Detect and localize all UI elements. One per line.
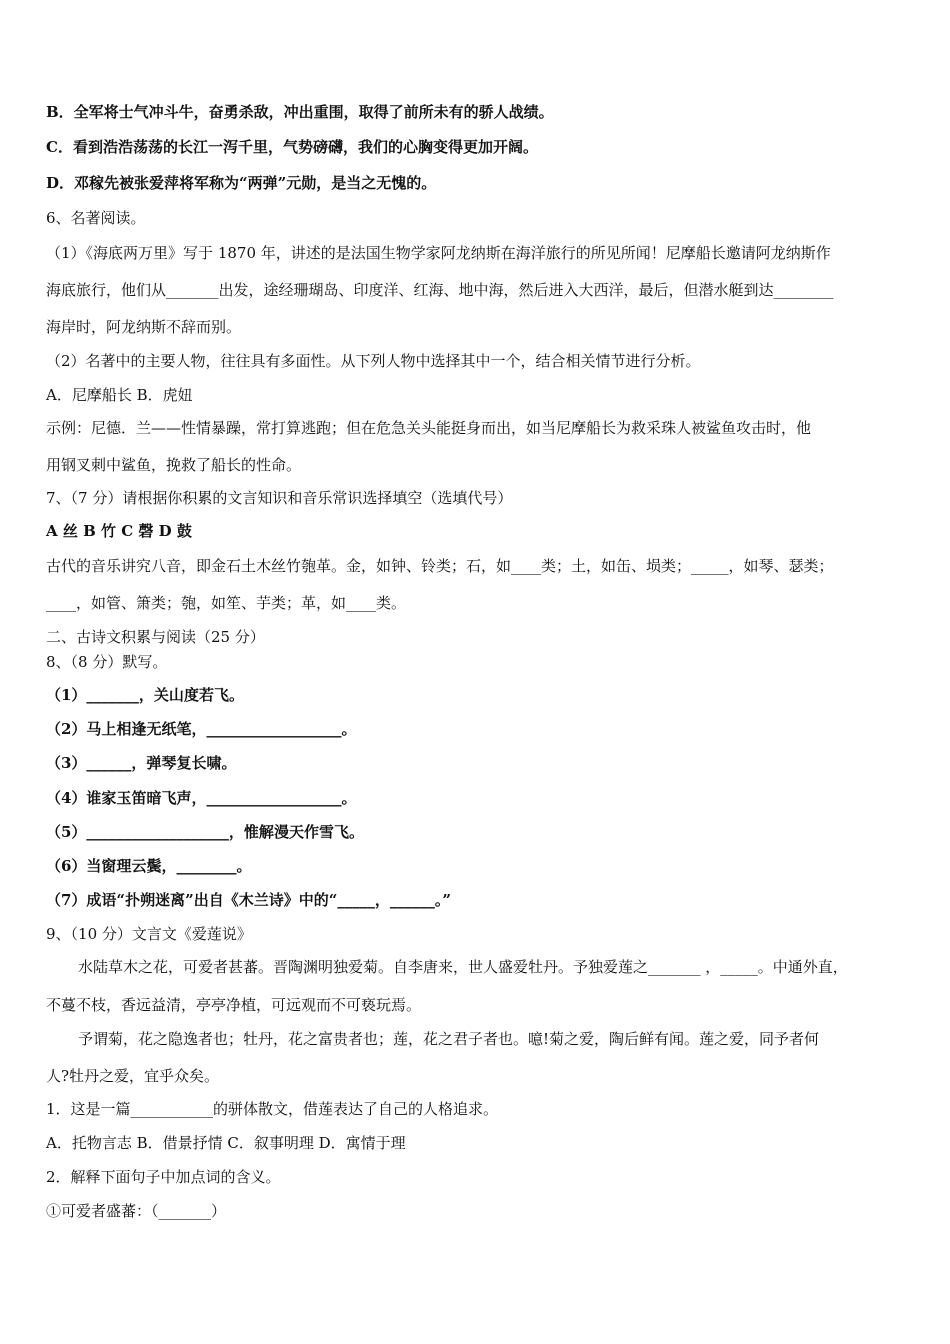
option-b: B．全军将士气冲斗牛，奋勇杀敌，冲出重围，取得了前所未有的骄人战绩。 xyxy=(46,103,554,121)
q9-sub1-choices: A．托物言志 B．借景抒情 C．叙事明理 D．寓情于理 xyxy=(46,1134,406,1152)
q6-part1-line1: （1）《海底两万里》写于 1870 年，讲述的是法国生物学家阿龙纳斯在海洋旅行的所见所闻！尼摩船长邀请阿龙纳斯作 xyxy=(46,244,831,262)
question-9-title: 9、（10 分）文言文《爱莲说》 xyxy=(46,925,252,943)
q6-example-line1: 示例：尼德．兰——性情暴躁，常打算逃跑；但在危急关头能挺身而出，如当尼摩船长为救采珠人被鲨鱼攻击时，他 xyxy=(46,419,812,437)
passage-para2-line1: 予谓菊，花之隐逸者也；牡丹，花之富贵者也；莲，花之君子者也。噫!菊之爱，陶后鲜有闻。莲之爱，同予者何 xyxy=(78,1030,820,1048)
q9-sub1: 1．这是一篇___________的骈体散文，借莲表达了自己的人格追求。 xyxy=(46,1100,499,1118)
q9-sub2-item1: ①可爱者盛蕃：（_______） xyxy=(46,1202,227,1220)
question-7-title: 7、（7 分）请根据你积累的文言知识和音乐常识选择填空（选填代号） xyxy=(46,489,513,507)
q6-part1-line2: 海底旅行，他们从_______出发，途经珊瑚岛、印度洋、红海、地中海，然后进入大西洋，最后，但潜水艇到达________ xyxy=(46,281,834,299)
passage-para1-line2: 不蔓不枝，香远益清，亭亭净植，可远观而不可亵玩焉。 xyxy=(46,996,422,1014)
q8-item5: （5）___________________，惟解漫天作雪飞。 xyxy=(46,823,364,841)
option-d: D．邓稼先被张爱萍将军称为“两弹”元勋，是当之无愧的。 xyxy=(46,174,437,192)
passage-para1-line1: 水陆草木之花，可爱者甚蕃。晋陶渊明独爱菊。自李唐来，世人盛爱牡丹。予独爱莲之_______ ，_____。中通外直， xyxy=(78,958,848,976)
q6-example-line2: 用钢叉刺中鲨鱼，挽救了船长的性命。 xyxy=(46,456,302,474)
q8-item7: （7）成语“扑朔迷离”出自《木兰诗》中的“_____，______。” xyxy=(46,891,451,909)
q6-part2: （2）名著中的主要人物，往往具有多面性。从下列人物中选择其中一个，结合相关情节进行分析。 xyxy=(46,352,701,370)
q7-options: A 丝 B 竹 C 磬 D 鼓 xyxy=(46,522,192,540)
q8-item4: （4）谁家玉笛暗飞声，__________________。 xyxy=(46,789,357,807)
section-2-heading: 二、古诗文积累与阅读（25 分） xyxy=(46,628,265,646)
passage-para2-line2: 人?牡丹之爱，宜乎众矣。 xyxy=(46,1067,220,1085)
q7-text-line2: ____，如管、箫类；匏，如笙、芋类；革，如____类。 xyxy=(46,594,407,612)
option-c: C．看到浩浩荡荡的长江一泻千里，气势磅礴，我们的心胸变得更加开阔。 xyxy=(46,138,538,156)
q8-item3: （3）______，弹琴复长啸。 xyxy=(46,754,237,772)
q8-item6: （6）当窗理云鬓，________。 xyxy=(46,857,252,875)
q8-item2: （2）马上相逢无纸笔，__________________。 xyxy=(46,720,357,738)
q9-sub2: 2．解释下面句子中加点词的含义。 xyxy=(46,1168,281,1186)
question-6-title: 6、名著阅读。 xyxy=(46,209,146,227)
q6-choices: A．尼摩船长 B．虎妞 xyxy=(46,386,193,404)
q6-part1-line3: 海岸时，阿龙纳斯不辞而别。 xyxy=(46,318,242,336)
question-8-title: 8、（8 分）默写。 xyxy=(46,653,168,671)
q8-item1: （1）_______，关山度若飞。 xyxy=(46,686,244,704)
q7-text-line1: 古代的音乐讲究八音，即金石土木丝竹匏革。金，如钟、铃类；石，如____类；土，如缶、埙类；_____，如琴、瑟类； xyxy=(46,557,834,575)
